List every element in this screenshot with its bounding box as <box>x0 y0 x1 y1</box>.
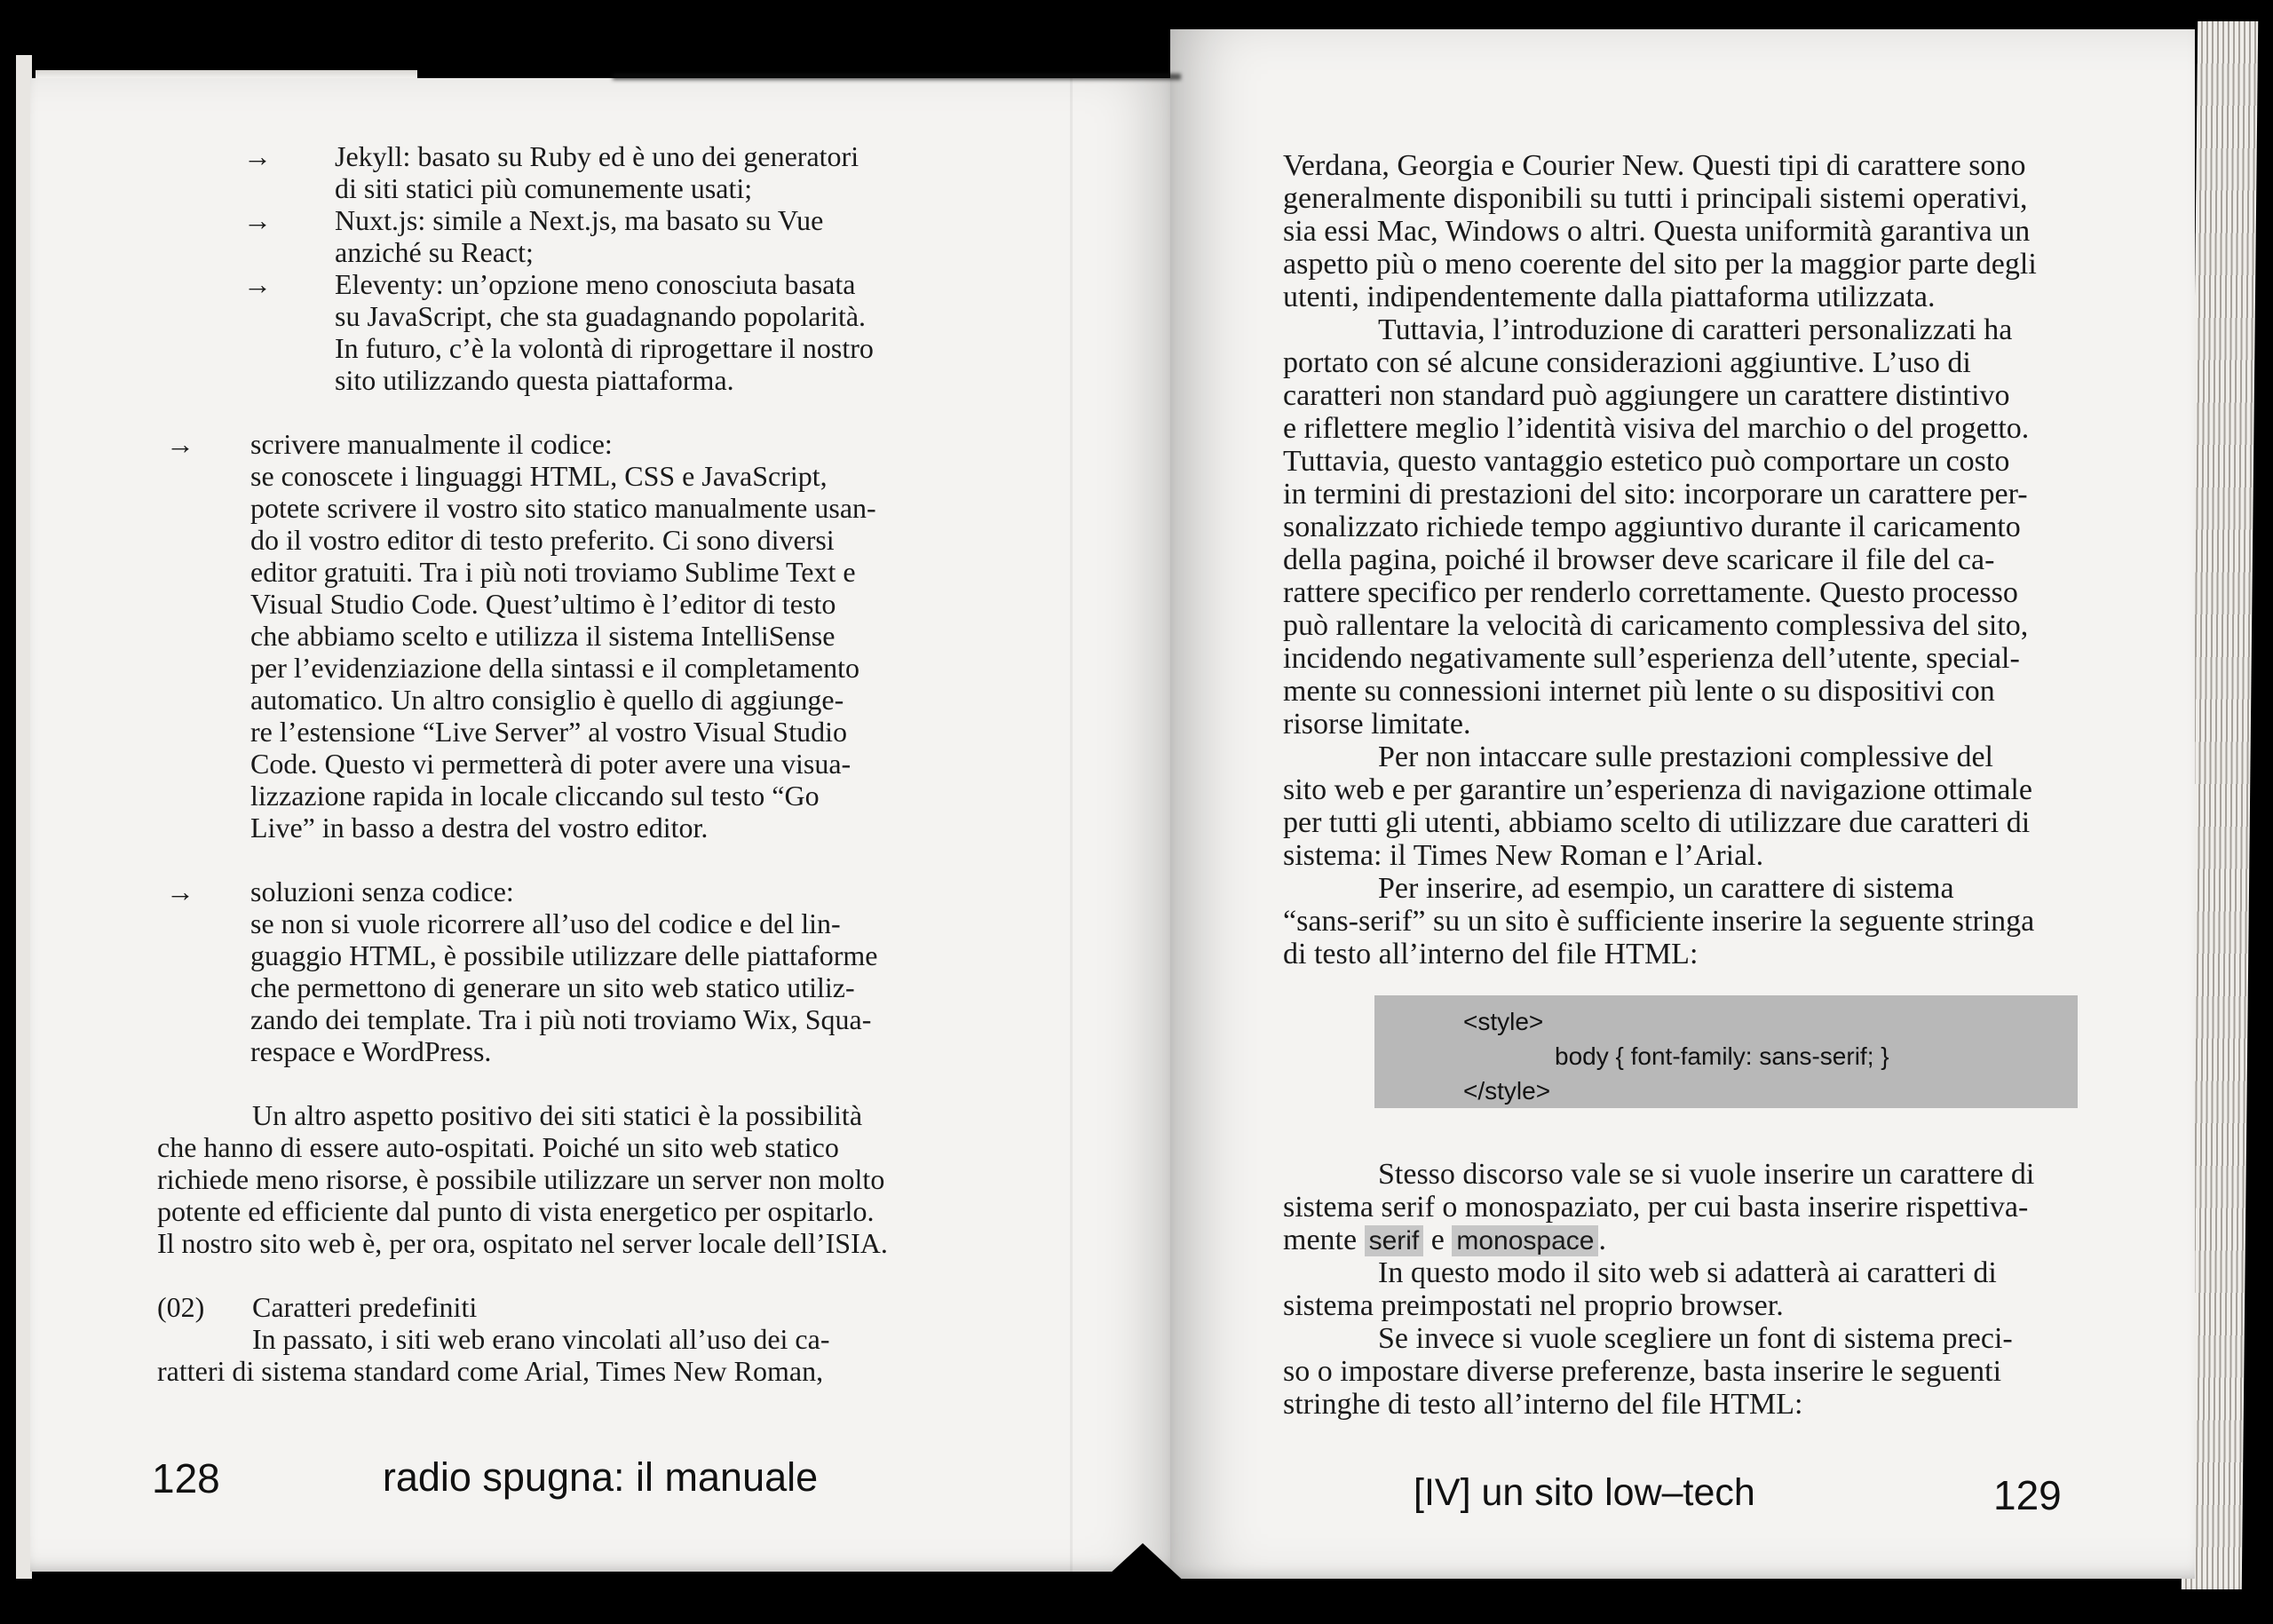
text-line: sito utilizzando questa piattaforma. <box>335 364 734 396</box>
text-line: respace e WordPress. <box>250 1035 492 1067</box>
paragraph <box>157 1099 1027 1259</box>
paragraph-gap <box>157 1067 1027 1099</box>
bullet-item <box>157 268 1027 396</box>
arrow-bullet-icon: → <box>243 268 272 300</box>
text-line: sia essi Mac, Windows o altri. Questa uniformità garantiva un <box>1283 215 2031 248</box>
paragraph-gap <box>157 844 1027 875</box>
section-number: (02) <box>157 1291 205 1323</box>
text-line: sonalizzato richiede tempo aggiuntivo durante il caricamento <box>1283 511 2021 543</box>
text-line: che permettono di generare un sito web statico utiliz- <box>250 971 855 1003</box>
text-line: sito web e per garantire un’esperienza di navigazione ottimale <box>1283 773 2032 806</box>
text-line: lizzazione rapida in locale cliccando sul testo “Go <box>250 780 820 812</box>
text-line: per tutti gli utenti, abbiamo scelto di utilizzare due caratteri di <box>1283 806 2031 839</box>
text-line: portato con sé alcune considerazioni aggiuntive. L’uso di <box>1283 346 1971 379</box>
left-footer <box>30 1454 1170 1501</box>
text-line: scrivere manualmente il codice: <box>250 428 613 460</box>
text-line: può rallentare la velocità di caricamento complessiva del sito, <box>1283 609 2029 642</box>
text-line: mente su connessioni internet più lente o su dispositivi con <box>1283 675 1995 708</box>
paragraph-gap <box>157 396 1027 428</box>
text-line: editor gratuiti. Tra i più noti troviamo Sublime Text e <box>250 556 856 588</box>
text-line: Tuttavia, questo vantaggio estetico può comportare un costo <box>1283 445 2010 478</box>
text-line: Visual Studio Code. Quest’ultimo è l’editor di testo <box>250 588 836 620</box>
text-line: Eleventy: un’opzione meno conosciuta basata <box>335 268 856 300</box>
text-line: guaggio HTML, è possibile utilizzare delle piattaforme <box>250 939 878 971</box>
text-line: generalmente disponibili su tutti i principali sistemi operativi, <box>1283 182 2028 215</box>
right-text-column <box>1283 149 2189 1421</box>
text-line: In questo modo il sito web si adatterà ai caratteri di <box>1378 1256 1997 1289</box>
arrow-bullet-icon: → <box>166 428 194 460</box>
section-heading <box>157 1291 1027 1323</box>
inline-code: serif <box>1365 1225 1424 1256</box>
text-line: body { font-family: sans-serif; } <box>1555 1042 1889 1070</box>
running-title-right: [IV] un sito low–tech <box>1414 1471 1755 1514</box>
text-line: so o impostare diverse preferenze, basta inserire le seguenti <box>1283 1355 2002 1388</box>
text-line: Verdana, Georgia e Courier New. Questi tipi di carattere sono <box>1283 149 2026 182</box>
paragraph <box>1283 1322 2189 1421</box>
text-line: Stesso discorso vale se si vuole inserire un carattere di <box>1378 1158 2035 1191</box>
text-line: ratteri di sistema standard come Arial, Times New Roman, <box>157 1355 824 1387</box>
text-line: potente ed efficiente dal punto di vista energetico per ospitarlo. <box>157 1195 875 1227</box>
text-line: potete scrivere il vostro sito statico manualmente usan- <box>250 492 876 524</box>
text-line: anziché su React; <box>335 236 534 268</box>
text-line: Se invece si vuole scegliere un font di sistema preci- <box>1378 1322 2013 1355</box>
text-line: della pagina, poiché il browser deve scaricare il file del ca- <box>1283 543 1995 576</box>
paragraph <box>1283 741 2189 872</box>
text-line: soluzioni senza codice: <box>250 875 514 907</box>
text-line: Il nostro sito web è, per ora, ospitato nel server locale dell’ISIA. <box>157 1227 888 1259</box>
text-line: risorse limitate. <box>1283 708 1471 741</box>
text-line: Tuttavia, l’introduzione di caratteri personalizzati ha <box>1378 313 2013 346</box>
text-line: richiede meno risorse, è possibile utilizzare un server non molto <box>157 1163 885 1195</box>
right-page <box>1170 29 2195 1579</box>
text-line: Nuxt.js: simile a Next.js, ma basato su Vue <box>335 204 824 236</box>
text-line: <style> <box>1463 1008 1544 1035</box>
text-line: In passato, i siti web erano vincolati all’uso dei ca- <box>252 1323 830 1355</box>
left-page <box>30 78 1170 1572</box>
text-line: incidendo negativamente sull’esperienza dell’utente, special- <box>1283 642 2020 675</box>
bullet-item <box>157 428 1027 844</box>
text-line: zando dei template. Tra i più noti troviamo Wix, Squa- <box>250 1003 872 1035</box>
arrow-bullet-icon: → <box>166 875 194 907</box>
text-line: Un altro aspetto positivo dei siti statici è la possibilità <box>252 1099 863 1131</box>
text-line: “sans-serif” su un sito è sufficiente inserire la seguente stringa <box>1283 905 2035 938</box>
text-line: se non si vuole ricorrere all’uso del codice e del lin- <box>250 907 841 939</box>
paragraph <box>1283 872 2189 970</box>
page-crease <box>1070 78 1073 1572</box>
code-block <box>1374 995 2078 1108</box>
text-line: Per non intaccare sulle prestazioni complessive del <box>1378 741 1993 773</box>
text-line: di siti statici più comunemente usati; <box>335 172 753 204</box>
paragraph <box>1283 1158 2189 1256</box>
scan-shadow <box>613 74 1181 80</box>
text-line: sistema preimpostati nel proprio browser. <box>1283 1289 1784 1322</box>
paragraph <box>1283 1256 2189 1322</box>
paragraph <box>1283 313 2189 741</box>
text-line: </style> <box>1463 1077 1551 1105</box>
text-line: Jekyll: basato su Ruby ed è uno dei generatori <box>335 140 859 172</box>
text-line: automatico. Un altro consiglio è quello di aggiunge- <box>250 684 844 716</box>
text-line: Code. Questo vi permetterà di poter avere una visua- <box>250 748 851 780</box>
text-line: su JavaScript, che sta guadagnando popolarità. <box>335 300 867 332</box>
text-line: che hanno di essere auto-ospitati. Poiché un sito web statico <box>157 1131 839 1163</box>
text-line: sistema: il Times New Roman e l’Arial. <box>1283 839 1764 872</box>
text-line: aspetto più o meno coerente del sito per la maggior parte degli <box>1283 248 2037 281</box>
page-number-left: 128 <box>152 1455 220 1501</box>
text-line: stringhe di testo all’interno del file HTML: <box>1283 1388 1803 1421</box>
paragraph-gap <box>157 1259 1027 1291</box>
text-line: do il vostro editor di testo preferito. Ci sono diversi <box>250 524 835 556</box>
left-text-column <box>157 140 1027 1387</box>
text-line: Caratteri predefiniti <box>252 1291 478 1323</box>
text-line: per l’evidenziazione della sintassi e il completamento <box>250 652 859 684</box>
text-line: che abbiamo scelto e utilizza il sistema IntelliSense <box>250 620 836 652</box>
text-line: In futuro, c’è la volontà di riprogettare il nostro <box>335 332 874 364</box>
text-line: re l’estensione “Live Server” al vostro Visual Studio <box>250 716 847 748</box>
page-number-right: 129 <box>1993 1472 2062 1518</box>
bullet-item <box>157 140 1027 204</box>
arrow-bullet-icon: → <box>243 140 272 172</box>
text-line: utenti, indipendentemente dalla piattaforma utilizzata. <box>1283 281 1936 313</box>
text-line: di testo all’interno del file HTML: <box>1283 938 1699 970</box>
bullet-item <box>157 204 1027 268</box>
inline-code: monospace <box>1452 1225 1598 1256</box>
paragraph <box>157 1323 1027 1387</box>
text-line: Per inserire, ad esempio, un carattere di sistema <box>1378 872 1954 905</box>
text-line: se conoscete i linguaggi HTML, CSS e JavaScript, <box>250 460 828 492</box>
arrow-bullet-icon: → <box>243 204 272 236</box>
bullet-item <box>157 875 1027 1067</box>
text-line: sistema serif o monospaziato, per cui basta inserire rispettiva- <box>1283 1191 2029 1224</box>
text-line: rattere specifico per renderlo correttamente. Questo processo <box>1283 576 2018 609</box>
text-line: mente serif e monospace . <box>1283 1224 1606 1256</box>
text-line: Live” in basso a destra del vostro editor. <box>250 812 709 844</box>
text-line: e riflettere meglio l’identità visiva del marchio o del progetto. <box>1283 412 2030 445</box>
text-line: in termini di prestazioni del sito: incorporare un carattere per- <box>1283 478 2028 511</box>
paragraph <box>1283 149 2189 313</box>
running-title-left: radio spugna: il manuale <box>382 1454 819 1500</box>
text-line: caratteri non standard può aggiungere un carattere distintivo <box>1283 379 2010 412</box>
